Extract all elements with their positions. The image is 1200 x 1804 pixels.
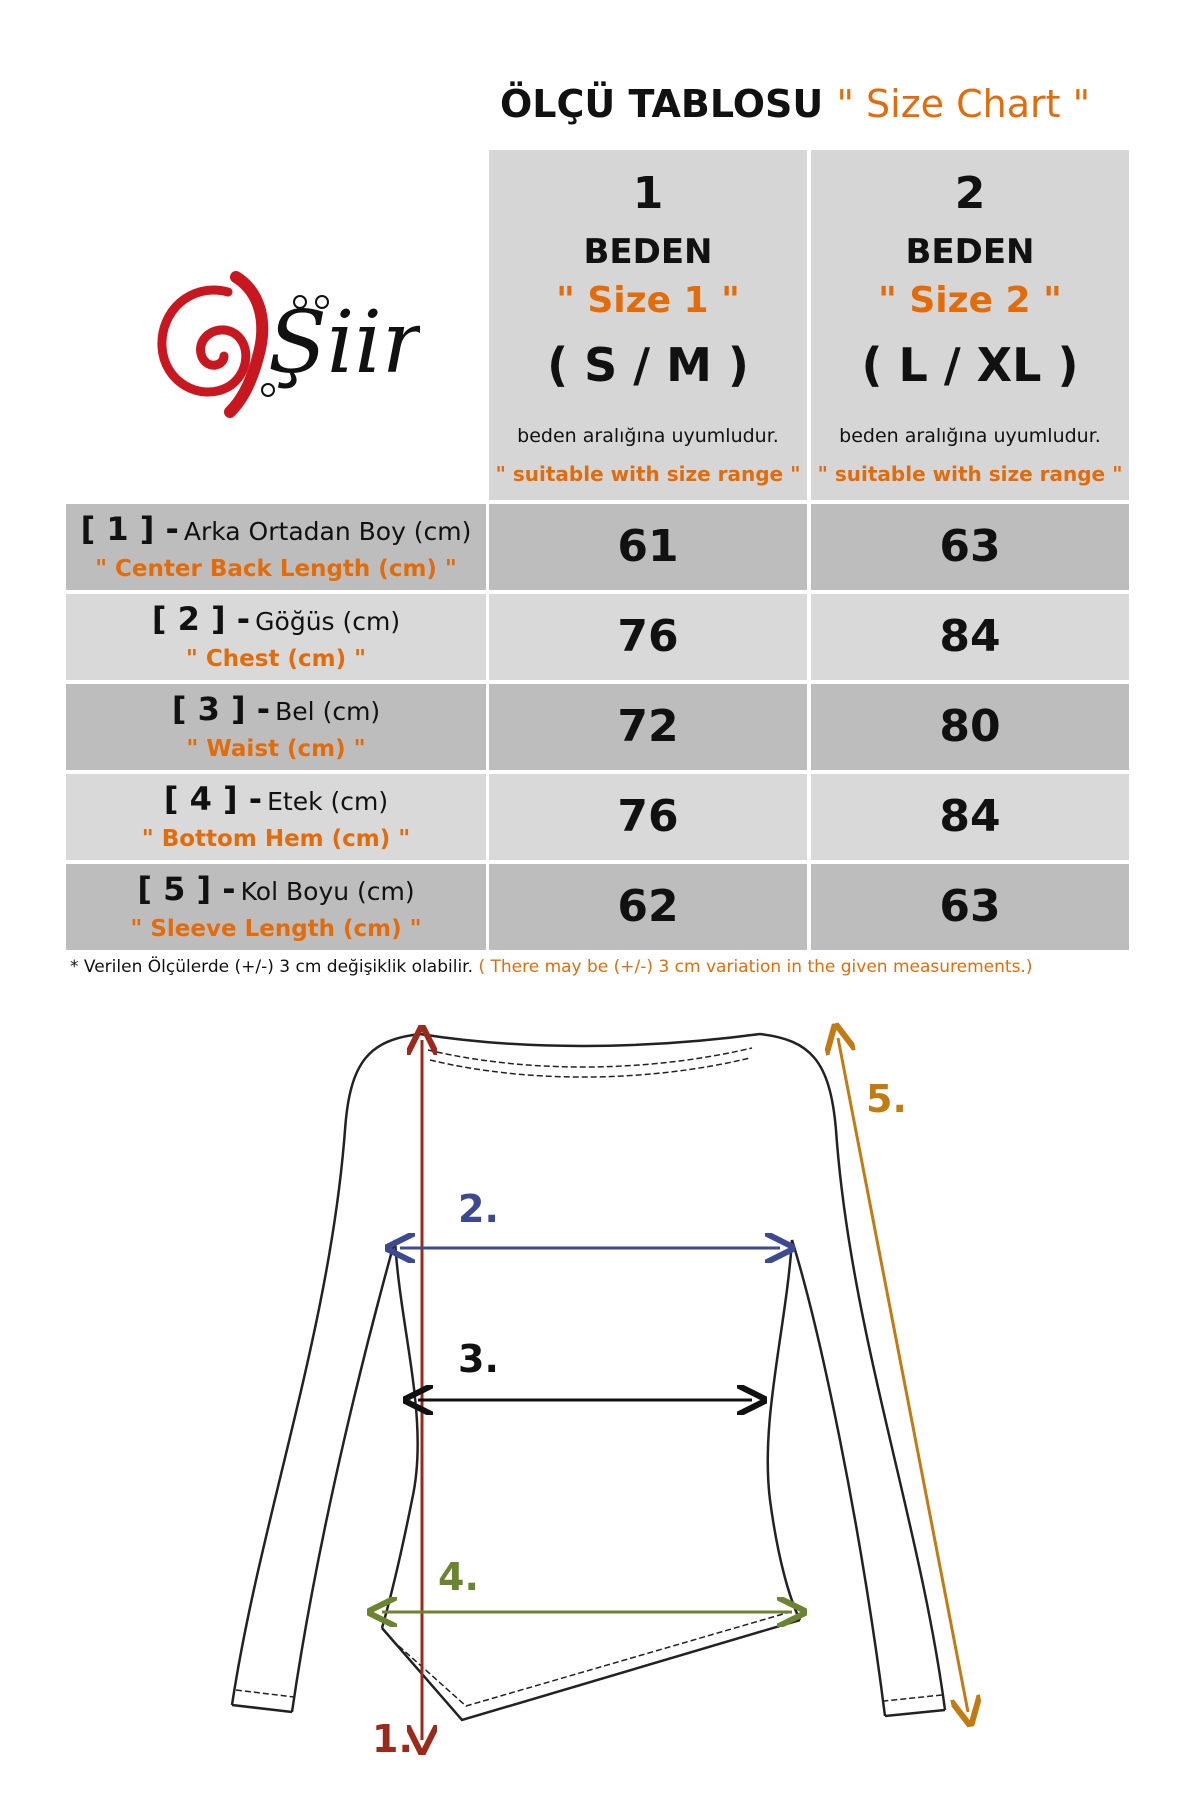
title-en: " Size Chart " [836,82,1091,126]
row-value-size-2: 63 [811,864,1129,950]
sleeve-label: 5. [866,1077,907,1121]
size-number: 1 [632,168,664,219]
size-beden: BEDEN [905,232,1035,272]
row-label [66,864,486,950]
row-value-size-2: 80 [811,684,1129,770]
note-en: ( There may be (+/-) 3 cm variation in the given measurements.) [478,957,1033,977]
length-label: 1. [372,1717,413,1761]
row-index: [ 3 ] - [171,690,271,728]
garment-diagram [0,1000,1200,1800]
size-label-en: " Size 2 " [878,280,1062,321]
row-value-size-1: 76 [489,594,807,680]
measurement-note [70,957,1032,977]
row-label-en: " Center Back Length (cm) " [95,556,457,582]
row-value-size-1: 76 [489,774,807,860]
size-number: 2 [954,168,986,219]
hem-label: 4. [438,1555,479,1599]
row-label-tr: Bel (cm) [275,697,381,726]
row-label [66,684,486,770]
row-label [66,774,486,860]
row-value-size-2: 84 [811,774,1129,860]
row-label-en: " Sleeve Length (cm) " [130,916,422,942]
size-column-2-header [811,150,1129,500]
row-label-tr: Kol Boyu (cm) [240,877,415,906]
chest-label: 2. [458,1187,499,1231]
brand-logo [150,262,420,422]
row-label-tr: Etek (cm) [267,787,389,816]
table-row [66,684,1130,770]
row-label-en: " Bottom Hem (cm) " [141,826,411,852]
row-label-en: " Chest (cm) " [185,646,367,672]
row-index: [ 5 ] - [137,870,236,908]
row-index: [ 2 ] - [151,600,251,638]
waist-label: 3. [458,1337,499,1381]
row-value-size-2: 84 [811,594,1129,680]
size-label-en: " Size 1 " [556,280,740,321]
table-row [66,864,1130,950]
row-value-size-1: 62 [489,864,807,950]
fit-text-tr: beden aralığına uyumludur. [839,425,1101,447]
size-range: ( L / XL ) [861,338,1079,392]
row-label-en: " Waist (cm) " [186,736,366,762]
table-row [66,504,1130,590]
size-beden: BEDEN [583,232,713,272]
table-row [66,594,1130,680]
row-label [66,504,486,590]
row-value-size-2: 63 [811,504,1129,590]
size-range: ( S / M ) [547,338,749,392]
fit-text-en: " suitable with size range " [817,462,1123,486]
fit-text-tr: beden aralığına uyumludur. [517,425,779,447]
row-label-tr: Arka Ortadan Boy (cm) [183,517,472,546]
row-value-size-1: 61 [489,504,807,590]
title-tr: ÖLÇÜ TABLOSU [500,82,824,126]
garment-outline [232,1034,945,1720]
row-value-size-1: 72 [489,684,807,770]
garment-svg [0,1000,1200,1800]
note-tr: * Verilen Ölçülerde (+/-) 3 cm değişiklik olabilir. [70,957,474,977]
page-title [500,82,1140,126]
size-column-1-header [489,150,807,500]
row-index: [ 1 ] - [80,510,179,548]
table-row [66,774,1130,860]
row-label [66,594,486,680]
logo-wordmark: Şiir [268,293,420,393]
row-label-tr: Göğüs (cm) [255,607,401,636]
fit-text-en: " suitable with size range " [495,462,801,486]
row-index: [ 4 ] - [163,780,263,818]
